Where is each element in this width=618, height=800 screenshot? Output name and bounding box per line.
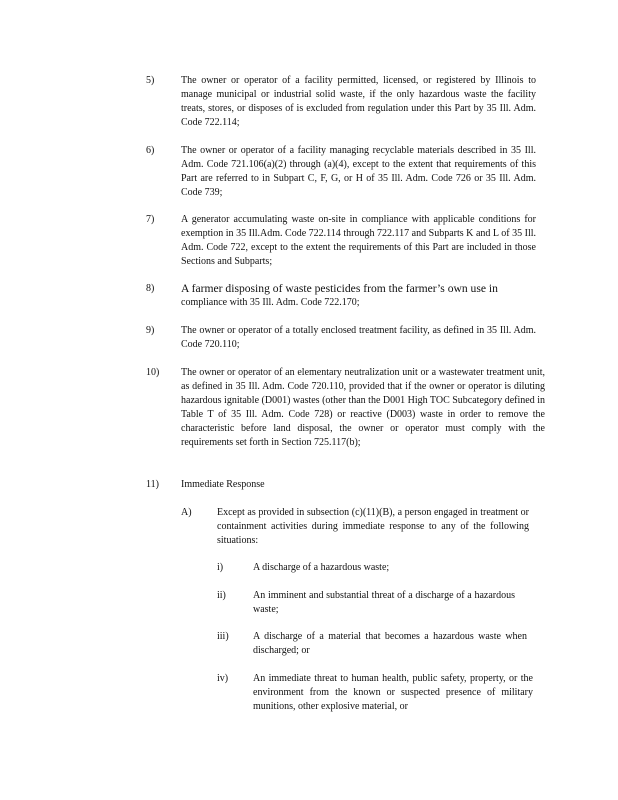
item-number: 6) bbox=[146, 145, 155, 156]
sub-item-text: Except as provided in subsection (c)(11)(B), a person engaged in treatment or containment activities during immediate response to any of the following situations: bbox=[217, 507, 529, 546]
sub-item-roman: iii) bbox=[217, 631, 229, 642]
sub-item-letter: A) bbox=[181, 507, 192, 518]
item-text: Immediate Response bbox=[181, 479, 265, 490]
item-text: The owner or operator of a facility permitted, licensed, or registered by Illinois to manage municipal or industrial solid waste, if the only hazardous waste the facility treats, stores, or disposes of is excluded from regulation under this Part by 35 Ill. Adm. Code 722.114; bbox=[181, 75, 536, 128]
sub-item-text: An immediate threat to human health, public safety, property, or the environment from the known or suspected presence of military munitions, other explosive material, or bbox=[253, 673, 533, 712]
item-number: 5) bbox=[146, 75, 155, 86]
item-text-large: A farmer disposing of waste pesticides from the farmer’s own use in bbox=[181, 282, 498, 295]
sub-item-text: An imminent and substantial threat of a discharge of a hazardous waste; bbox=[253, 590, 515, 615]
item-number: 11) bbox=[146, 479, 159, 490]
item-text: A generator accumulating waste on-site in compliance with applicable conditions for exemption in 35 Ill.Adm. Code 722.114 through 722.117 and Subparts K and L of 35 Ill. Adm. Code 722, except to the extent the requirements of this Part are included in those Sections and Subparts; bbox=[181, 214, 536, 267]
item-text: The owner or operator of a totally enclosed treatment facility, as defined in 35 Ill. Adm. Code 720.110; bbox=[181, 325, 536, 350]
sub-item-text: A discharge of a hazardous waste; bbox=[253, 562, 390, 573]
item-text-block bbox=[181, 282, 541, 310]
sub-item-roman: i) bbox=[217, 562, 224, 573]
sub-item-roman: iv) bbox=[217, 673, 229, 684]
item-number: 8) bbox=[146, 283, 155, 294]
item-number: 7) bbox=[146, 214, 155, 225]
item-number: 9) bbox=[146, 325, 155, 336]
item-text: The owner or operator of an elementary neutralization unit or a wastewater treatment unit, as defined in 35 Ill. Adm. Code 720.110, provided that if the owner or operator is diluting hazardous ignitable (D001) wastes (other than the D001 High TOC Subcategory defined in Table T of 35 Ill. Adm. Code 728) or reactive (D003) waste in order to remove the characteristic before land disposal, the owner or operator must comply with the requirements set forth in Section 725.117(b); bbox=[181, 367, 545, 448]
item-text: The owner or operator of a facility managing recyclable materials described in 35 Ill. Adm. Code 721.106(a)(2) through (a)(4), except to the extent that requirements of this Part are referred to in Subpart C, F, G, or H of 35 Ill. Adm. Code 726 or 35 Ill. Adm. Code 739; bbox=[181, 145, 536, 198]
sub-item-roman: ii) bbox=[217, 590, 226, 601]
item-text: compliance with 35 Ill. Adm. Code 722.170; bbox=[181, 297, 360, 308]
sub-item-text: A discharge of a material that becomes a hazardous waste when discharged; or bbox=[253, 631, 527, 656]
item-number: 10) bbox=[146, 367, 160, 378]
